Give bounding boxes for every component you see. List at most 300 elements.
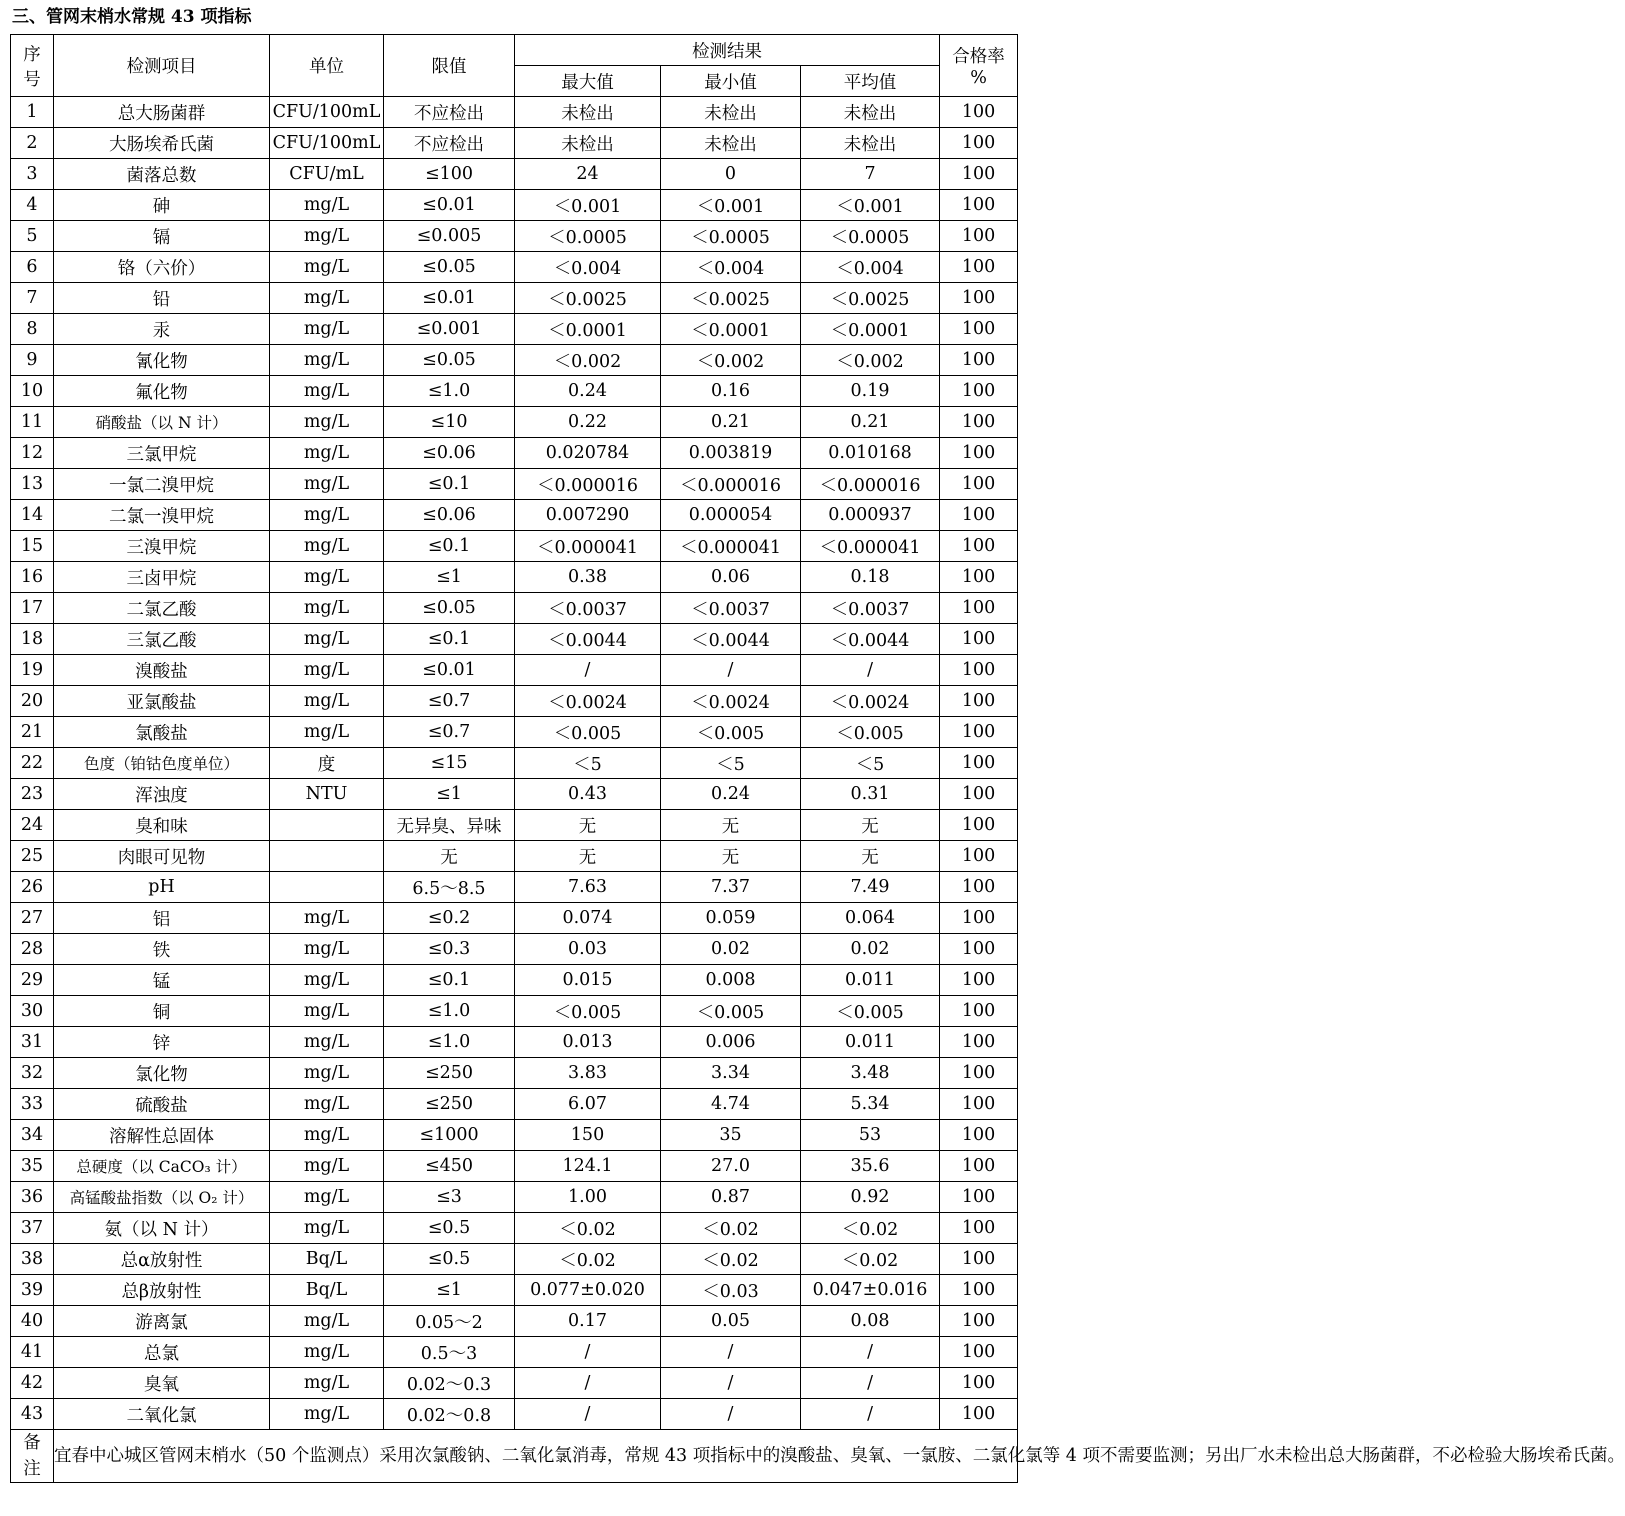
header-max: 最大值 bbox=[515, 66, 661, 97]
cell-unit: NTU bbox=[270, 779, 384, 810]
cell-unit: mg/L bbox=[270, 686, 384, 717]
cell-item: 氰化物 bbox=[54, 345, 270, 376]
cell-max: / bbox=[515, 1399, 661, 1430]
cell-unit: mg/L bbox=[270, 1182, 384, 1213]
table-row bbox=[11, 1399, 1018, 1430]
cell-avg: ＜0.005 bbox=[801, 996, 940, 1027]
cell-unit: mg/L bbox=[270, 717, 384, 748]
cell-limit: ≤0.05 bbox=[384, 593, 515, 624]
table-row bbox=[11, 748, 1018, 779]
cell-avg: 53 bbox=[801, 1120, 940, 1151]
table-row bbox=[11, 159, 1018, 190]
cell-unit: CFU/100mL bbox=[270, 128, 384, 159]
cell-unit bbox=[270, 872, 384, 903]
cell-min: / bbox=[661, 1337, 801, 1368]
cell-max: 0.43 bbox=[515, 779, 661, 810]
cell-limit: ≤0.1 bbox=[384, 624, 515, 655]
cell-max: ＜0.0044 bbox=[515, 624, 661, 655]
table-row bbox=[11, 97, 1018, 128]
cell-item: 氨（以 N 计） bbox=[54, 1213, 270, 1244]
cell-item: 氯化物 bbox=[54, 1058, 270, 1089]
cell-no: 23 bbox=[11, 779, 54, 810]
cell-no: 29 bbox=[11, 965, 54, 996]
cell-avg: 0.000937 bbox=[801, 500, 940, 531]
cell-pass-rate: 100 bbox=[940, 810, 1018, 841]
cell-min: 0.000054 bbox=[661, 500, 801, 531]
cell-pass-rate: 100 bbox=[940, 283, 1018, 314]
cell-avg: 0.011 bbox=[801, 1027, 940, 1058]
cell-min: ＜0.03 bbox=[661, 1275, 801, 1306]
table-row bbox=[11, 686, 1018, 717]
note-label-line2: 注 bbox=[23, 1459, 41, 1479]
cell-unit: CFU/100mL bbox=[270, 97, 384, 128]
cell-no: 39 bbox=[11, 1275, 54, 1306]
cell-no: 5 bbox=[11, 221, 54, 252]
cell-unit: Bq/L bbox=[270, 1275, 384, 1306]
cell-min: 0.02 bbox=[661, 934, 801, 965]
cell-item: 游离氯 bbox=[54, 1306, 270, 1337]
cell-unit: mg/L bbox=[270, 934, 384, 965]
cell-pass-rate: 100 bbox=[940, 128, 1018, 159]
cell-item: 二氧化氯 bbox=[54, 1399, 270, 1430]
cell-avg: 未检出 bbox=[801, 97, 940, 128]
cell-no: 19 bbox=[11, 655, 54, 686]
cell-max: / bbox=[515, 655, 661, 686]
cell-avg: 0.19 bbox=[801, 376, 940, 407]
cell-avg: 0.047±0.016 bbox=[801, 1275, 940, 1306]
cell-avg: / bbox=[801, 1368, 940, 1399]
cell-avg: ＜0.0037 bbox=[801, 593, 940, 624]
table-row bbox=[11, 996, 1018, 1027]
table-row bbox=[11, 1027, 1018, 1058]
cell-pass-rate: 100 bbox=[940, 1275, 1018, 1306]
cell-limit: ≤0.3 bbox=[384, 934, 515, 965]
cell-limit: 6.5～8.5 bbox=[384, 872, 515, 903]
table-body bbox=[11, 97, 1018, 1430]
cell-item: 铁 bbox=[54, 934, 270, 965]
table-row bbox=[11, 345, 1018, 376]
cell-unit: mg/L bbox=[270, 996, 384, 1027]
cell-avg: ＜0.000016 bbox=[801, 469, 940, 500]
cell-max: 0.38 bbox=[515, 562, 661, 593]
cell-limit: ≤1.0 bbox=[384, 996, 515, 1027]
cell-min: ＜0.0044 bbox=[661, 624, 801, 655]
cell-item: 溴酸盐 bbox=[54, 655, 270, 686]
cell-limit: ≤1.0 bbox=[384, 1027, 515, 1058]
cell-min: ＜0.02 bbox=[661, 1244, 801, 1275]
cell-min: 0.16 bbox=[661, 376, 801, 407]
cell-limit: 无异臭、异味 bbox=[384, 810, 515, 841]
header-pass-rate bbox=[940, 35, 1018, 97]
cell-item: 总氯 bbox=[54, 1337, 270, 1368]
note-row bbox=[11, 1430, 1018, 1483]
cell-min: 未检出 bbox=[661, 128, 801, 159]
table-row bbox=[11, 438, 1018, 469]
cell-unit bbox=[270, 841, 384, 872]
cell-avg: ＜0.001 bbox=[801, 190, 940, 221]
table-row bbox=[11, 810, 1018, 841]
cell-pass-rate: 100 bbox=[940, 593, 1018, 624]
header-limit: 限值 bbox=[384, 35, 515, 97]
cell-no: 17 bbox=[11, 593, 54, 624]
cell-unit: mg/L bbox=[270, 1089, 384, 1120]
cell-unit: mg/L bbox=[270, 1213, 384, 1244]
cell-limit: ≤450 bbox=[384, 1151, 515, 1182]
cell-item: 三氯甲烷 bbox=[54, 438, 270, 469]
cell-no: 2 bbox=[11, 128, 54, 159]
cell-avg: ＜0.0005 bbox=[801, 221, 940, 252]
cell-no: 38 bbox=[11, 1244, 54, 1275]
cell-max: ＜0.0005 bbox=[515, 221, 661, 252]
cell-avg: 0.18 bbox=[801, 562, 940, 593]
cell-avg: ＜0.000041 bbox=[801, 531, 940, 562]
table-row bbox=[11, 655, 1018, 686]
header-index-line2: 号 bbox=[23, 69, 41, 90]
cell-unit: mg/L bbox=[270, 593, 384, 624]
cell-max: 0.015 bbox=[515, 965, 661, 996]
cell-no: 36 bbox=[11, 1182, 54, 1213]
cell-item: 砷 bbox=[54, 190, 270, 221]
cell-max: 0.22 bbox=[515, 407, 661, 438]
cell-min: 7.37 bbox=[661, 872, 801, 903]
cell-no: 25 bbox=[11, 841, 54, 872]
cell-min: ＜0.02 bbox=[661, 1213, 801, 1244]
cell-unit bbox=[270, 810, 384, 841]
cell-max: 0.03 bbox=[515, 934, 661, 965]
cell-max: ＜0.000041 bbox=[515, 531, 661, 562]
cell-unit: mg/L bbox=[270, 1399, 384, 1430]
cell-pass-rate: 100 bbox=[940, 97, 1018, 128]
cell-pass-rate: 100 bbox=[940, 934, 1018, 965]
cell-min: ＜0.000016 bbox=[661, 469, 801, 500]
cell-pass-rate: 100 bbox=[940, 190, 1018, 221]
cell-limit: ≤0.06 bbox=[384, 500, 515, 531]
cell-unit: mg/L bbox=[270, 407, 384, 438]
cell-min: ＜0.0037 bbox=[661, 593, 801, 624]
cell-min: 0.21 bbox=[661, 407, 801, 438]
cell-item: 硫酸盐 bbox=[54, 1089, 270, 1120]
cell-item: 臭氧 bbox=[54, 1368, 270, 1399]
cell-pass-rate: 100 bbox=[940, 1151, 1018, 1182]
header-avg: 平均值 bbox=[801, 66, 940, 97]
cell-limit: ≤0.001 bbox=[384, 314, 515, 345]
cell-limit: ≤3 bbox=[384, 1182, 515, 1213]
cell-pass-rate: 100 bbox=[940, 1027, 1018, 1058]
cell-max: ＜0.02 bbox=[515, 1244, 661, 1275]
table-row bbox=[11, 376, 1018, 407]
cell-pass-rate: 100 bbox=[940, 624, 1018, 655]
cell-unit: mg/L bbox=[270, 1120, 384, 1151]
cell-item: 三卤甲烷 bbox=[54, 562, 270, 593]
cell-item: pH bbox=[54, 872, 270, 903]
table-row bbox=[11, 221, 1018, 252]
cell-pass-rate: 100 bbox=[940, 345, 1018, 376]
cell-limit: ≤0.1 bbox=[384, 469, 515, 500]
cell-avg: 0.08 bbox=[801, 1306, 940, 1337]
cell-item: 氯酸盐 bbox=[54, 717, 270, 748]
header-index bbox=[11, 35, 54, 97]
cell-min: 0.24 bbox=[661, 779, 801, 810]
cell-max: ＜0.002 bbox=[515, 345, 661, 376]
cell-pass-rate: 100 bbox=[940, 531, 1018, 562]
cell-avg: 0.21 bbox=[801, 407, 940, 438]
cell-pass-rate: 100 bbox=[940, 841, 1018, 872]
table-row bbox=[11, 531, 1018, 562]
cell-unit: mg/L bbox=[270, 1306, 384, 1337]
cell-no: 31 bbox=[11, 1027, 54, 1058]
cell-no: 40 bbox=[11, 1306, 54, 1337]
cell-item: 铜 bbox=[54, 996, 270, 1027]
table-row bbox=[11, 469, 1018, 500]
cell-avg: ＜5 bbox=[801, 748, 940, 779]
indicator-table bbox=[10, 34, 1625, 1483]
cell-pass-rate: 100 bbox=[940, 407, 1018, 438]
cell-no: 4 bbox=[11, 190, 54, 221]
cell-min: 0 bbox=[661, 159, 801, 190]
cell-item: 镉 bbox=[54, 221, 270, 252]
cell-item: 硝酸盐（以 N 计） bbox=[54, 407, 270, 438]
cell-max: 0.007290 bbox=[515, 500, 661, 531]
cell-item: 浑浊度 bbox=[54, 779, 270, 810]
cell-max: 未检出 bbox=[515, 97, 661, 128]
header-index-line1: 序 bbox=[23, 44, 41, 65]
cell-no: 16 bbox=[11, 562, 54, 593]
cell-min: / bbox=[661, 1368, 801, 1399]
cell-min: ＜0.002 bbox=[661, 345, 801, 376]
table-row bbox=[11, 1213, 1018, 1244]
cell-avg: ＜0.02 bbox=[801, 1244, 940, 1275]
cell-no: 8 bbox=[11, 314, 54, 345]
cell-max: ＜0.0001 bbox=[515, 314, 661, 345]
cell-item: 溶解性总固体 bbox=[54, 1120, 270, 1151]
cell-pass-rate: 100 bbox=[940, 159, 1018, 190]
cell-pass-rate: 100 bbox=[940, 252, 1018, 283]
cell-unit: mg/L bbox=[270, 500, 384, 531]
cell-unit: mg/L bbox=[270, 903, 384, 934]
cell-limit: ≤0.1 bbox=[384, 965, 515, 996]
cell-no: 35 bbox=[11, 1151, 54, 1182]
note-label-line1: 备 bbox=[23, 1433, 41, 1453]
table-row bbox=[11, 283, 1018, 314]
cell-min: 0.06 bbox=[661, 562, 801, 593]
cell-avg: 7 bbox=[801, 159, 940, 190]
table-row bbox=[11, 1337, 1018, 1368]
cell-limit: ≤0.1 bbox=[384, 531, 515, 562]
cell-no: 13 bbox=[11, 469, 54, 500]
cell-item: 汞 bbox=[54, 314, 270, 345]
cell-pass-rate: 100 bbox=[940, 1182, 1018, 1213]
cell-item: 总大肠菌群 bbox=[54, 97, 270, 128]
cell-no: 22 bbox=[11, 748, 54, 779]
cell-pass-rate: 100 bbox=[940, 376, 1018, 407]
cell-limit: 不应检出 bbox=[384, 97, 515, 128]
cell-max: 无 bbox=[515, 841, 661, 872]
cell-no: 3 bbox=[11, 159, 54, 190]
cell-limit: ≤0.05 bbox=[384, 345, 515, 376]
cell-min: ＜0.005 bbox=[661, 996, 801, 1027]
cell-limit: ≤1 bbox=[384, 1275, 515, 1306]
cell-max: 0.17 bbox=[515, 1306, 661, 1337]
cell-unit: mg/L bbox=[270, 252, 384, 283]
cell-min: 0.87 bbox=[661, 1182, 801, 1213]
cell-max: ＜0.005 bbox=[515, 996, 661, 1027]
cell-pass-rate: 100 bbox=[940, 469, 1018, 500]
cell-limit: ≤100 bbox=[384, 159, 515, 190]
table-row bbox=[11, 841, 1018, 872]
table-row bbox=[11, 1151, 1018, 1182]
cell-limit: ≤0.7 bbox=[384, 686, 515, 717]
cell-min: ＜0.000041 bbox=[661, 531, 801, 562]
cell-avg: 0.010168 bbox=[801, 438, 940, 469]
table-row bbox=[11, 965, 1018, 996]
cell-unit: mg/L bbox=[270, 283, 384, 314]
cell-unit: mg/L bbox=[270, 1337, 384, 1368]
cell-avg: ＜0.0001 bbox=[801, 314, 940, 345]
cell-min: 无 bbox=[661, 810, 801, 841]
cell-pass-rate: 100 bbox=[940, 1120, 1018, 1151]
cell-pass-rate: 100 bbox=[940, 748, 1018, 779]
cell-limit: ≤0.01 bbox=[384, 655, 515, 686]
cell-max: ＜0.0024 bbox=[515, 686, 661, 717]
cell-min: 3.34 bbox=[661, 1058, 801, 1089]
cell-unit: mg/L bbox=[270, 469, 384, 500]
cell-pass-rate: 100 bbox=[940, 1399, 1018, 1430]
table-row bbox=[11, 593, 1018, 624]
cell-limit: ≤0.2 bbox=[384, 903, 515, 934]
cell-min: 35 bbox=[661, 1120, 801, 1151]
table-row bbox=[11, 934, 1018, 965]
cell-pass-rate: 100 bbox=[940, 1368, 1018, 1399]
cell-no: 7 bbox=[11, 283, 54, 314]
cell-no: 24 bbox=[11, 810, 54, 841]
cell-limit: ≤1000 bbox=[384, 1120, 515, 1151]
table-row bbox=[11, 624, 1018, 655]
cell-avg: ＜0.004 bbox=[801, 252, 940, 283]
cell-max: / bbox=[515, 1368, 661, 1399]
cell-min: / bbox=[661, 655, 801, 686]
cell-no: 21 bbox=[11, 717, 54, 748]
cell-max: 6.07 bbox=[515, 1089, 661, 1120]
cell-min: ＜0.001 bbox=[661, 190, 801, 221]
cell-limit: 0.02～0.8 bbox=[384, 1399, 515, 1430]
cell-min: 未检出 bbox=[661, 97, 801, 128]
cell-avg: 5.34 bbox=[801, 1089, 940, 1120]
cell-no: 20 bbox=[11, 686, 54, 717]
cell-limit: ≤0.06 bbox=[384, 438, 515, 469]
cell-limit: ≤0.7 bbox=[384, 717, 515, 748]
cell-max: 7.63 bbox=[515, 872, 661, 903]
cell-no: 9 bbox=[11, 345, 54, 376]
cell-limit: ≤1 bbox=[384, 779, 515, 810]
header-min: 最小值 bbox=[661, 66, 801, 97]
header-results: 检测结果 bbox=[515, 35, 940, 66]
cell-min: 0.008 bbox=[661, 965, 801, 996]
table-row bbox=[11, 1244, 1018, 1275]
cell-item: 大肠埃希氏菌 bbox=[54, 128, 270, 159]
cell-item: 锰 bbox=[54, 965, 270, 996]
cell-avg: ＜0.0025 bbox=[801, 283, 940, 314]
cell-limit: ≤0.5 bbox=[384, 1244, 515, 1275]
header-unit: 单位 bbox=[270, 35, 384, 97]
table-row bbox=[11, 562, 1018, 593]
cell-limit: ≤0.005 bbox=[384, 221, 515, 252]
cell-min: ＜0.0024 bbox=[661, 686, 801, 717]
cell-unit: mg/L bbox=[270, 655, 384, 686]
cell-unit: mg/L bbox=[270, 1027, 384, 1058]
table-row bbox=[11, 190, 1018, 221]
cell-min: ＜5 bbox=[661, 748, 801, 779]
cell-max: ＜0.0025 bbox=[515, 283, 661, 314]
cell-min: 0.006 bbox=[661, 1027, 801, 1058]
cell-limit: 0.5～3 bbox=[384, 1337, 515, 1368]
table-row bbox=[11, 903, 1018, 934]
cell-avg: 无 bbox=[801, 810, 940, 841]
cell-pass-rate: 100 bbox=[940, 1058, 1018, 1089]
cell-unit: Bq/L bbox=[270, 1244, 384, 1275]
cell-pass-rate: 100 bbox=[940, 1337, 1018, 1368]
cell-no: 15 bbox=[11, 531, 54, 562]
cell-item: 铬（六价） bbox=[54, 252, 270, 283]
cell-item: 亚氯酸盐 bbox=[54, 686, 270, 717]
cell-max: 未检出 bbox=[515, 128, 661, 159]
cell-max: 150 bbox=[515, 1120, 661, 1151]
cell-unit: 度 bbox=[270, 748, 384, 779]
cell-no: 27 bbox=[11, 903, 54, 934]
cell-no: 34 bbox=[11, 1120, 54, 1151]
note-label bbox=[11, 1430, 54, 1483]
cell-item: 色度（铂钴色度单位） bbox=[54, 748, 270, 779]
cell-unit: mg/L bbox=[270, 345, 384, 376]
table-row bbox=[11, 128, 1018, 159]
cell-item: 肉眼可见物 bbox=[54, 841, 270, 872]
cell-no: 37 bbox=[11, 1213, 54, 1244]
cell-pass-rate: 100 bbox=[940, 314, 1018, 345]
cell-unit: mg/L bbox=[270, 1368, 384, 1399]
page-title: 三、管网末梢水常规 43 项指标 bbox=[12, 7, 252, 27]
cell-avg: 7.49 bbox=[801, 872, 940, 903]
cell-limit: ≤0.01 bbox=[384, 190, 515, 221]
cell-limit: ≤1 bbox=[384, 562, 515, 593]
cell-item: 高锰酸盐指数（以 O₂ 计） bbox=[54, 1182, 270, 1213]
cell-no: 32 bbox=[11, 1058, 54, 1089]
cell-limit: ≤0.01 bbox=[384, 283, 515, 314]
header-pass-rate-line1: 合格率 bbox=[952, 47, 1005, 67]
table-row bbox=[11, 1120, 1018, 1151]
cell-item: 总β放射性 bbox=[54, 1275, 270, 1306]
cell-max: / bbox=[515, 1337, 661, 1368]
cell-unit: mg/L bbox=[270, 438, 384, 469]
cell-item: 菌落总数 bbox=[54, 159, 270, 190]
cell-max: 无 bbox=[515, 810, 661, 841]
cell-max: 1.00 bbox=[515, 1182, 661, 1213]
cell-avg: 3.48 bbox=[801, 1058, 940, 1089]
cell-avg: ＜0.0044 bbox=[801, 624, 940, 655]
cell-max: ＜0.0037 bbox=[515, 593, 661, 624]
cell-no: 26 bbox=[11, 872, 54, 903]
cell-item: 二氯乙酸 bbox=[54, 593, 270, 624]
cell-no: 42 bbox=[11, 1368, 54, 1399]
header-item: 检测项目 bbox=[54, 35, 270, 97]
cell-item: 总α放射性 bbox=[54, 1244, 270, 1275]
cell-avg: 0.92 bbox=[801, 1182, 940, 1213]
cell-max: 3.83 bbox=[515, 1058, 661, 1089]
cell-max: ＜0.004 bbox=[515, 252, 661, 283]
cell-pass-rate: 100 bbox=[940, 1306, 1018, 1337]
cell-max: ＜0.001 bbox=[515, 190, 661, 221]
cell-limit: ≤15 bbox=[384, 748, 515, 779]
cell-min: ＜0.0001 bbox=[661, 314, 801, 345]
cell-limit: 0.05～2 bbox=[384, 1306, 515, 1337]
